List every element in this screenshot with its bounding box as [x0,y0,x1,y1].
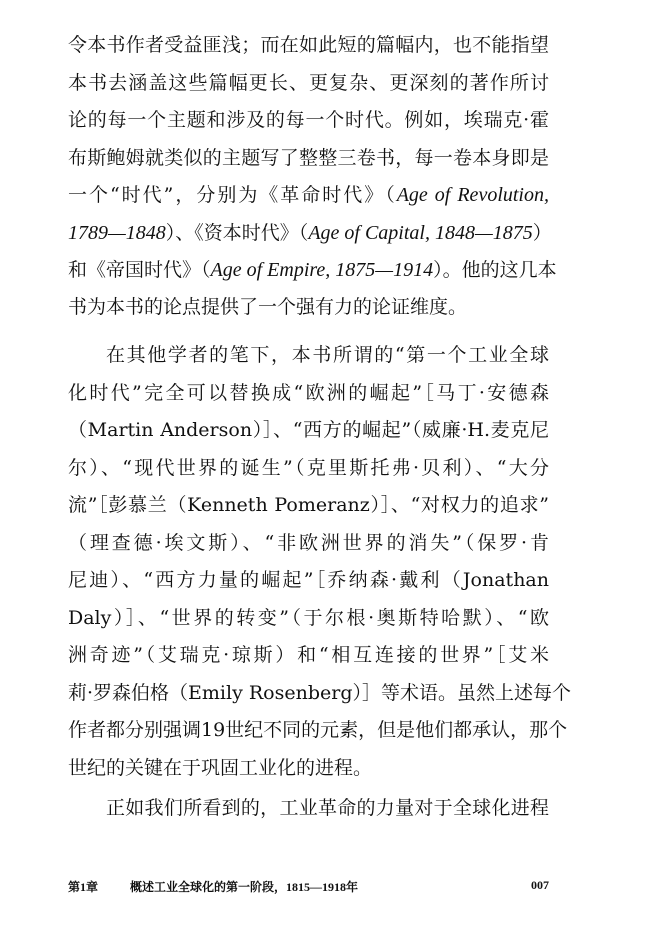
page-footer [68,878,549,896]
text-line [68,603,549,633]
text-segment: 本书去涵盖这些篇幅更长、更复杂、更深刻的著作所讨 [68,72,549,94]
text-line [68,678,571,708]
text-line [68,180,549,210]
text-line [68,30,549,60]
text-line [68,378,549,408]
text-line [68,528,549,558]
text-segment: 世纪的关键在于巩固工业化的进程。 [68,757,373,779]
text-line [68,143,549,173]
text-segment: 论的每一个主题和涉及的每一个时代。例如，埃瑞克·霍 [68,109,549,131]
text-segment: 尼迪）、“西方力量的崛起”［乔纳森·戴利（Jonathan [68,569,549,591]
text-segment: 在其他学者的笔下，本书所谓的“第一个工业全球 [106,344,549,366]
text-segment: ）、《资本时代》（ [165,222,309,244]
text-line [68,490,549,520]
text-segment: 正如我们所看到的，工业革命的力量对于全球化进程 [106,797,549,819]
text-line [68,292,549,322]
footer-chapter-title: 概述工业全球化的第一阶段，1815—1918年 [130,880,359,894]
text-segment: 一个“时代”，分别为《革命时代》（ [68,184,397,206]
italic-title-text: Age of Capital, 1848—1875 [308,222,533,244]
text-segment: （Martin Anderson）］、“西方的崛起”（威廉·H.麦克尼 [68,419,549,441]
text-line [68,105,549,135]
text-segment: 令本书作者受益匪浅；而在如此短的篇幅内，也不能指望 [68,34,549,56]
text-segment: Daly）］、“世界的转变”（于尔根·奥斯特哈默）、“欧 [68,607,549,629]
text-segment: ）。他的这几本 [433,259,557,281]
text-segment: 作者都分别强调19世纪不同的元素，但是他们都承认，那个 [68,719,568,741]
text-segment: 化时代”完全可以替换成“欧洲的崛起”［马丁·安德森 [68,382,549,404]
text-line [106,793,549,823]
text-line [68,640,549,670]
text-segment: 莉·罗森伯格（Emily Rosenberg）］等术语。虽然上述每个 [68,682,571,704]
italic-title-text: Age of Empire, 1875—1914 [210,259,434,281]
text-line [68,715,568,745]
italic-title-text: Age of Revolution, [396,184,549,206]
footer-chapter: 第1章 [68,880,99,894]
text-line [68,415,549,445]
text-segment: 布斯鲍姆就类似的主题写了整整三卷书，每一卷本身即是 [68,147,549,169]
text-line [68,753,549,783]
text-segment: ） [532,222,552,244]
text-line [68,68,549,98]
text-line [68,453,549,483]
text-segment: 尔）、“现代世界的诞生”（克里斯托弗·贝利）、“大分 [68,457,549,479]
text-line [68,565,549,595]
text-segment: 流”［彭慕兰（Kenneth Pomeranz）］、“对权力的追求” [68,494,549,516]
text-segment: 书为本书的论点提供了一个强有力的论证维度。 [68,296,468,318]
italic-title-text: 1789—1848 [68,222,166,244]
text-segment: 和《帝国时代》（ [68,259,211,281]
text-line [68,218,552,248]
page-number: 007 [531,878,549,892]
text-line [68,255,557,285]
text-line [106,340,549,370]
text-segment: 洲奇迹”（艾瑞克·琼斯）和“相互连接的世界”［艾米 [68,644,549,666]
text-segment: （理查德·埃文斯）、“非欧洲世界的消失”（保罗·肯 [68,532,549,554]
